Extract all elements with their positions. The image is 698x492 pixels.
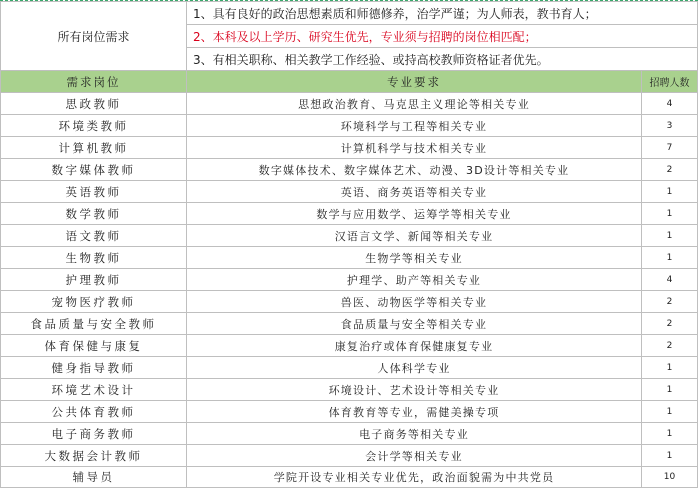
requirement-line-1: 1、具有良好的政治思想素质和师德修养，治学严谨；为人师表，教书育人； xyxy=(187,2,698,25)
count-cell: 1 xyxy=(642,401,698,423)
header-count: 招聘人数 xyxy=(642,71,698,93)
table-row xyxy=(1,401,698,423)
position-cell: 大数据会计教师 xyxy=(1,445,187,467)
table-row xyxy=(1,247,698,269)
major-cell: 英语、商务英语等相关专业 xyxy=(187,181,642,203)
position-cell: 语文教师 xyxy=(1,225,187,247)
major-cell: 环境设计、艺术设计等相关专业 xyxy=(187,379,642,401)
table-row xyxy=(1,335,698,357)
table-row xyxy=(1,379,698,401)
count-cell: 1 xyxy=(642,423,698,445)
major-cell: 学院开设专业相关专业优先，政治面貌需为中共党员 xyxy=(187,467,642,488)
count-cell: 1 xyxy=(642,181,698,203)
table-row xyxy=(1,137,698,159)
major-cell: 食品质量与安全等相关专业 xyxy=(187,313,642,335)
count-cell: 1 xyxy=(642,445,698,467)
count-cell: 2 xyxy=(642,313,698,335)
position-cell: 体育保健与康复 xyxy=(1,335,187,357)
major-cell: 思想政治教育、马克思主义理论等相关专业 xyxy=(187,93,642,115)
count-cell: 2 xyxy=(642,159,698,181)
major-cell: 电子商务等相关专业 xyxy=(187,423,642,445)
position-cell: 电子商务教师 xyxy=(1,423,187,445)
position-cell: 数学教师 xyxy=(1,203,187,225)
major-cell: 人体科学专业 xyxy=(187,357,642,379)
major-cell: 体育教育等专业，需健美操专项 xyxy=(187,401,642,423)
table-row xyxy=(1,225,698,247)
header-position: 需求岗位 xyxy=(1,71,187,93)
table-row xyxy=(1,159,698,181)
major-cell: 汉语言文学、新闻等相关专业 xyxy=(187,225,642,247)
position-cell: 思政教师 xyxy=(1,93,187,115)
requirements-label: 所有岗位需求 xyxy=(1,2,187,71)
table-row xyxy=(1,467,698,488)
position-cell: 公共体育教师 xyxy=(1,401,187,423)
requirement-line-2: 2、本科及以上学历、研究生优先，专业须与招聘的岗位相匹配； xyxy=(187,25,698,48)
major-cell: 护理学、助产等相关专业 xyxy=(187,269,642,291)
position-cell: 护理教师 xyxy=(1,269,187,291)
table-row xyxy=(1,291,698,313)
table-header-row xyxy=(1,71,698,93)
table-row xyxy=(1,203,698,225)
position-cell: 生物教师 xyxy=(1,247,187,269)
table-row xyxy=(1,357,698,379)
count-cell: 3 xyxy=(642,115,698,137)
position-cell: 英语教师 xyxy=(1,181,187,203)
major-cell: 会计学等相关专业 xyxy=(187,445,642,467)
major-cell: 环境科学与工程等相关专业 xyxy=(187,115,642,137)
count-cell: 4 xyxy=(642,93,698,115)
major-cell: 数字媒体技术、数字媒体艺术、动漫、3D设计等相关专业 xyxy=(187,159,642,181)
position-cell: 宠物医疗教师 xyxy=(1,291,187,313)
count-cell: 2 xyxy=(642,335,698,357)
count-cell: 1 xyxy=(642,379,698,401)
position-cell: 数字媒体教师 xyxy=(1,159,187,181)
table-row xyxy=(1,115,698,137)
major-cell: 康复治疗或体育保健康复专业 xyxy=(187,335,642,357)
table-row xyxy=(1,93,698,115)
count-cell: 10 xyxy=(642,467,698,488)
requirement-line-3: 3、有相关职称、相关教学工作经验、或持高校教师资格证者优先。 xyxy=(187,48,698,71)
count-cell: 1 xyxy=(642,247,698,269)
position-cell: 健身指导教师 xyxy=(1,357,187,379)
major-cell: 生物学等相关专业 xyxy=(187,247,642,269)
count-cell: 1 xyxy=(642,203,698,225)
count-cell: 4 xyxy=(642,269,698,291)
table-row xyxy=(1,313,698,335)
position-cell: 环境艺术设计 xyxy=(1,379,187,401)
count-cell: 1 xyxy=(642,357,698,379)
position-cell: 辅导员 xyxy=(1,467,187,488)
major-cell: 兽医、动物医学等相关专业 xyxy=(187,291,642,313)
table-row xyxy=(1,269,698,291)
table-row xyxy=(1,423,698,445)
position-cell: 环境类教师 xyxy=(1,115,187,137)
count-cell: 1 xyxy=(642,225,698,247)
header-major: 专业要求 xyxy=(187,71,642,93)
major-cell: 数学与应用数学、运筹学等相关专业 xyxy=(187,203,642,225)
position-cell: 食品质量与安全教师 xyxy=(1,313,187,335)
table-row xyxy=(1,181,698,203)
table-row xyxy=(1,445,698,467)
table-body xyxy=(1,93,698,488)
recruitment-table xyxy=(0,1,698,488)
major-cell: 计算机科学与技术相关专业 xyxy=(187,137,642,159)
count-cell: 7 xyxy=(642,137,698,159)
requirement-row-1 xyxy=(1,2,698,25)
count-cell: 2 xyxy=(642,291,698,313)
position-cell: 计算机教师 xyxy=(1,137,187,159)
